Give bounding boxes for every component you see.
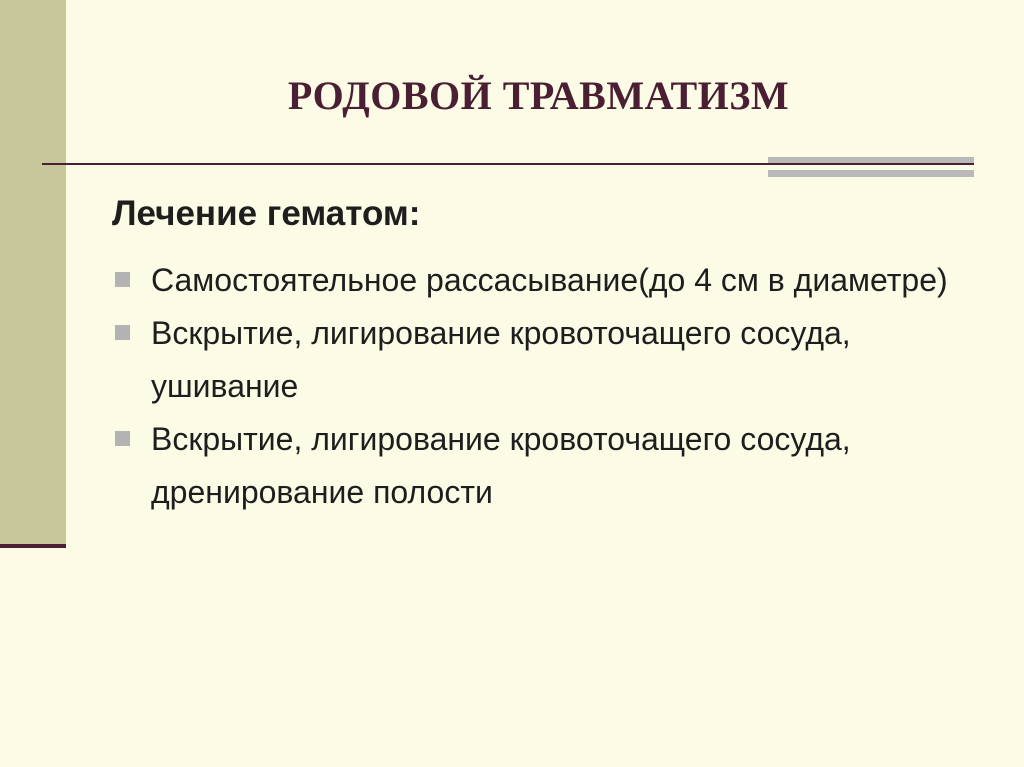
bullet-item bbox=[112, 307, 982, 413]
slide-content bbox=[112, 188, 982, 519]
bullet-text: Самостоятельное рассасывание(до 4 см в диаметре) bbox=[151, 262, 948, 298]
square-bullet-icon bbox=[115, 272, 130, 287]
square-bullet-icon bbox=[115, 431, 130, 446]
bullet-list bbox=[112, 254, 982, 519]
square-bullet-icon bbox=[115, 325, 130, 340]
accent-bar-bottom bbox=[768, 170, 974, 177]
bullet-item bbox=[112, 254, 982, 307]
title-divider-line bbox=[42, 163, 974, 165]
bullet-item bbox=[112, 413, 982, 519]
accent-bar-top bbox=[768, 157, 974, 163]
bullet-text: Вскрытие, лигирование кровоточащего сосуда, ушивание bbox=[151, 315, 851, 404]
slide-title: РОДОВОЙ ТРАВМАТИЗМ bbox=[287, 73, 790, 118]
content-heading: Лечение гематом: bbox=[112, 194, 421, 233]
bullet-text: Вскрытие, лигирование кровоточащего сосуда, дренирование полости bbox=[151, 421, 851, 510]
left-band-rule bbox=[0, 544, 66, 548]
